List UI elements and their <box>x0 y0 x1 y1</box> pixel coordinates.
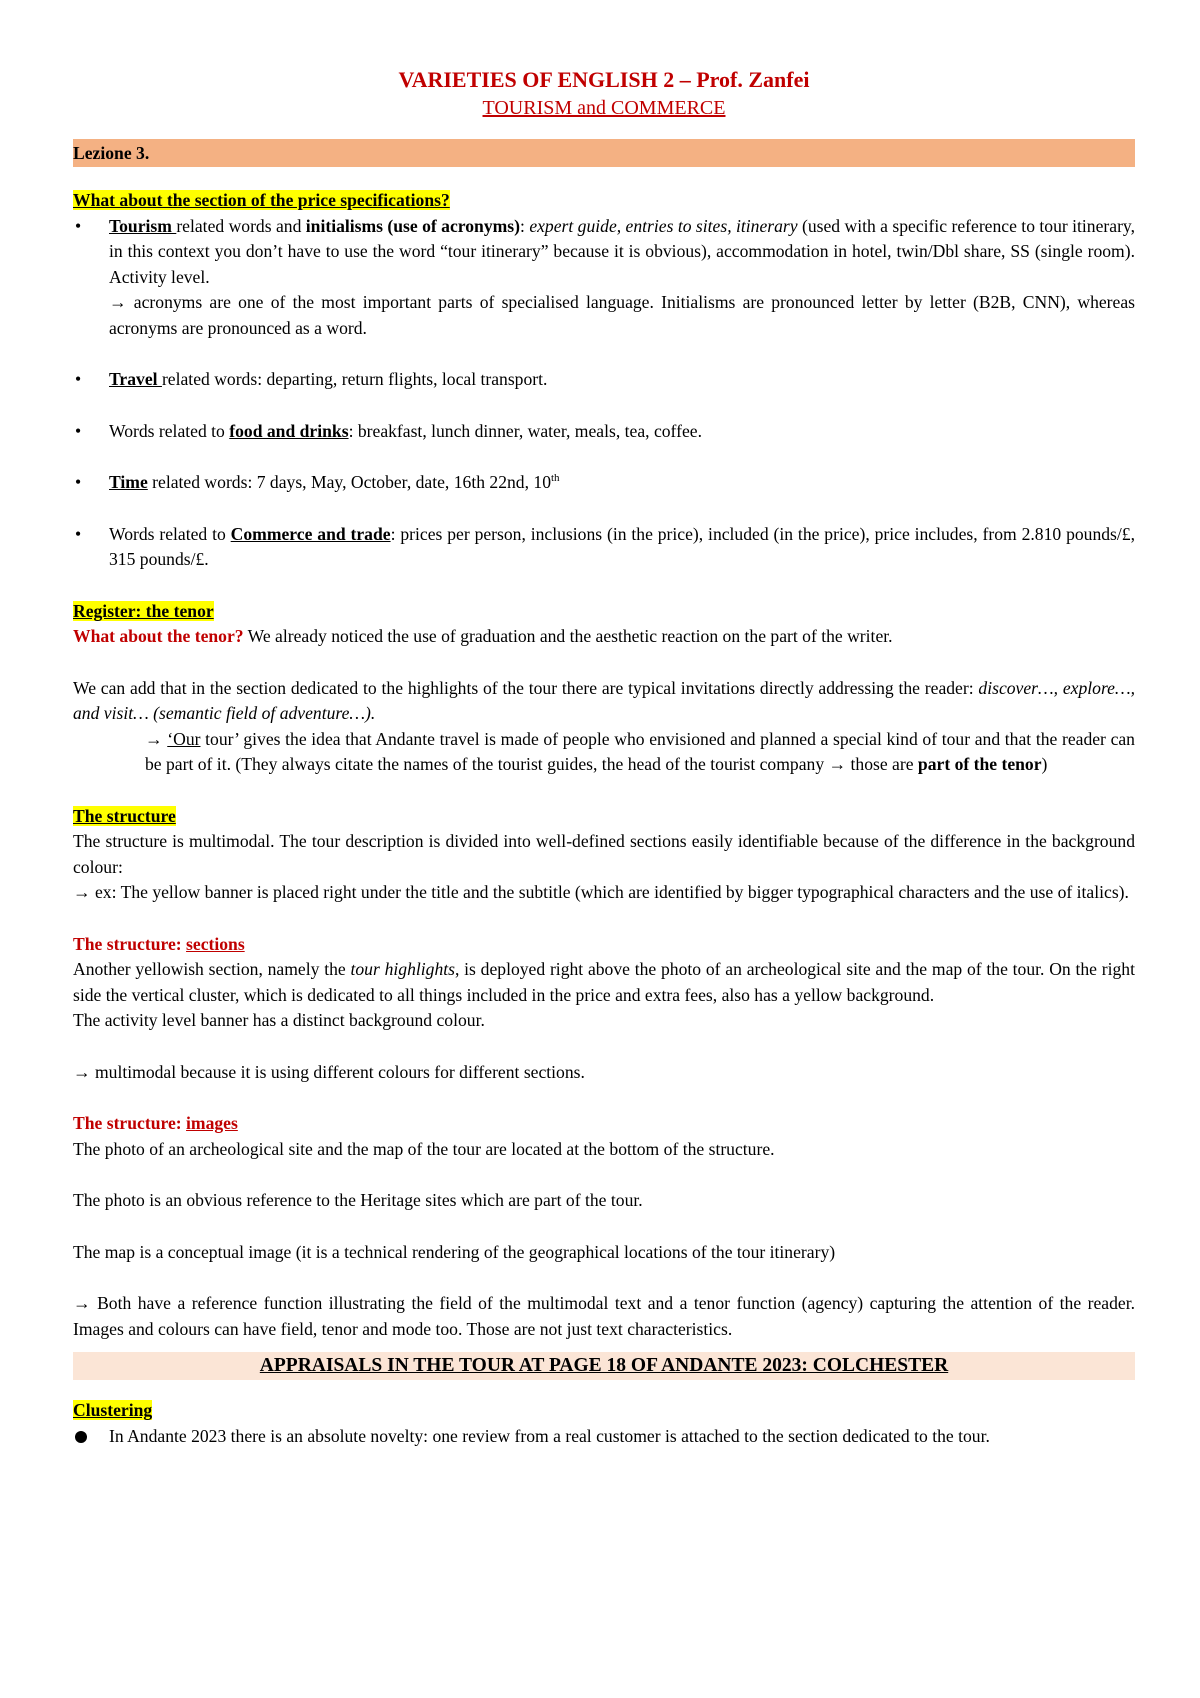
sections-paragraph: Another yellowish section, namely the tour highlights, is deployed right above the photo of an archeological site and the map of the tour. On the right side the vertical cluster, which is dedicated to all things included in the price and extra fees, also has a yellow background. <box>73 959 1135 1005</box>
list-item: • Travel related words: departing, return flights, local transport. <box>73 367 1135 393</box>
list-item: • Time related words: 7 days, May, October, date, 16th 22nd, 10th <box>73 470 1135 496</box>
document-title: VARIETIES OF ENGLISH 2 – Prof. Zanfei <box>398 67 810 92</box>
tenor-our-paragraph: → ‘Our tour’ gives the idea that Andante travel is made of people who envisioned and planned a special kind of tour and that the reader can be part of it. (They always citate the names of the tourist guides, the head of the tourist company → those are part of the tenor) <box>145 728 1135 774</box>
lesson-bar: Lezione 3. <box>73 139 1135 167</box>
images-paragraph-1: The photo of an archeological site and the map of the tour are located at the bottom of the structure. <box>73 1138 775 1159</box>
clustering-list <box>73 1424 1135 1450</box>
clustering-heading: Clustering <box>73 1400 153 1420</box>
price-bullet-list <box>73 214 1135 573</box>
tenor-heading: Register: the tenor <box>73 600 214 621</box>
bullet-icon: • <box>75 215 82 236</box>
structure-example: → ex: The yellow banner is placed right under the title and the subtitle (which are identified by bigger typographical characters and the use of italics). <box>73 882 1129 902</box>
appraisals-banner: APPRAISALS IN THE TOUR AT PAGE 18 OF ANDANTE 2023: COLCHESTER <box>73 1352 1135 1380</box>
bullet-icon: • <box>75 472 82 492</box>
document-page <box>73 66 1135 1449</box>
document-subtitle: TOURISM and COMMERCE <box>482 97 726 119</box>
tenor-question: What about the tenor? We already noticed the use of graduation and the aesthetic reaction on the part of the writer. <box>73 626 893 646</box>
acronym-note: → acronyms are one of the most important parts of specialised language. Initialisms are pronounced letter by letter (B2B, CNN), whereas acronyms are pronounced as a word. <box>109 292 1135 338</box>
list-item: In Andante 2023 there is an absolute novelty: one review from a real customer is attached to the section dedicated to the tour. <box>73 1424 1135 1450</box>
list-item: • Words related to food and drinks: breakfast, lunch dinner, water, meals, tea, coffee. <box>73 419 1135 445</box>
bullet-icon <box>75 1431 87 1443</box>
bullet-icon: • <box>75 523 82 544</box>
multimodal-note: → multimodal because it is using different colours for different sections. <box>73 1061 585 1082</box>
images-heading: The structure: images <box>73 1113 238 1133</box>
arrow-right-icon: → <box>145 728 168 749</box>
images-paragraph-3: The map is a conceptual image (it is a technical rendering of the geographical locations of the tour itinerary) <box>73 1241 836 1262</box>
list-item: • Tourism related words and initialisms (use of acronyms): expert guide, entries to sites, itinerary (used with a specific reference to tour itinerary, in this context you don’t have to use the word “tour itinerary” because it is obvious), accommodation in hotel, twin/Dbl share, SS (single room). Activity level. → acronyms are one of the most important parts of specialised language. Initialisms are pronounced letter by letter (B2B, CNN), whereas acronyms are pronounced as a word. <box>73 214 1135 342</box>
bullet-icon: • <box>75 369 82 389</box>
price-section-heading: What about the section of the price specifications? <box>73 190 450 210</box>
structure-paragraph: The structure is multimodal. The tour description is divided into well-defined sections easily identifiable because of the difference in the background colour: <box>73 831 1135 877</box>
bullet-icon: • <box>75 420 82 441</box>
tenor-paragraph: We can add that in the section dedicated to the highlights of the tour there are typical invitations directly addressing the reader: discover…, explore…, and visit… (semantic field of adventure…). <box>73 677 1135 723</box>
activity-level-paragraph: The activity level banner has a distinct background colour. <box>73 1010 485 1030</box>
images-paragraph-2: The photo is an obvious reference to the Heritage sites which are part of the tour. <box>73 1190 643 1210</box>
sections-heading: The structure: sections <box>73 933 245 954</box>
list-item: • Words related to Commerce and trade: prices per person, inclusions (in the price), included (in the price), price includes, from 2.810 pounds/£, 315 pounds/£. <box>75 523 1135 569</box>
structure-heading: The structure <box>73 805 176 826</box>
images-paragraph-4: → Both have a reference function illustrating the field of the multimodal text and a tenor function (agency) capturing the attention of the reader. Images and colours can have field, tenor and mode too. Those are not just text characteristics. <box>73 1293 1135 1339</box>
